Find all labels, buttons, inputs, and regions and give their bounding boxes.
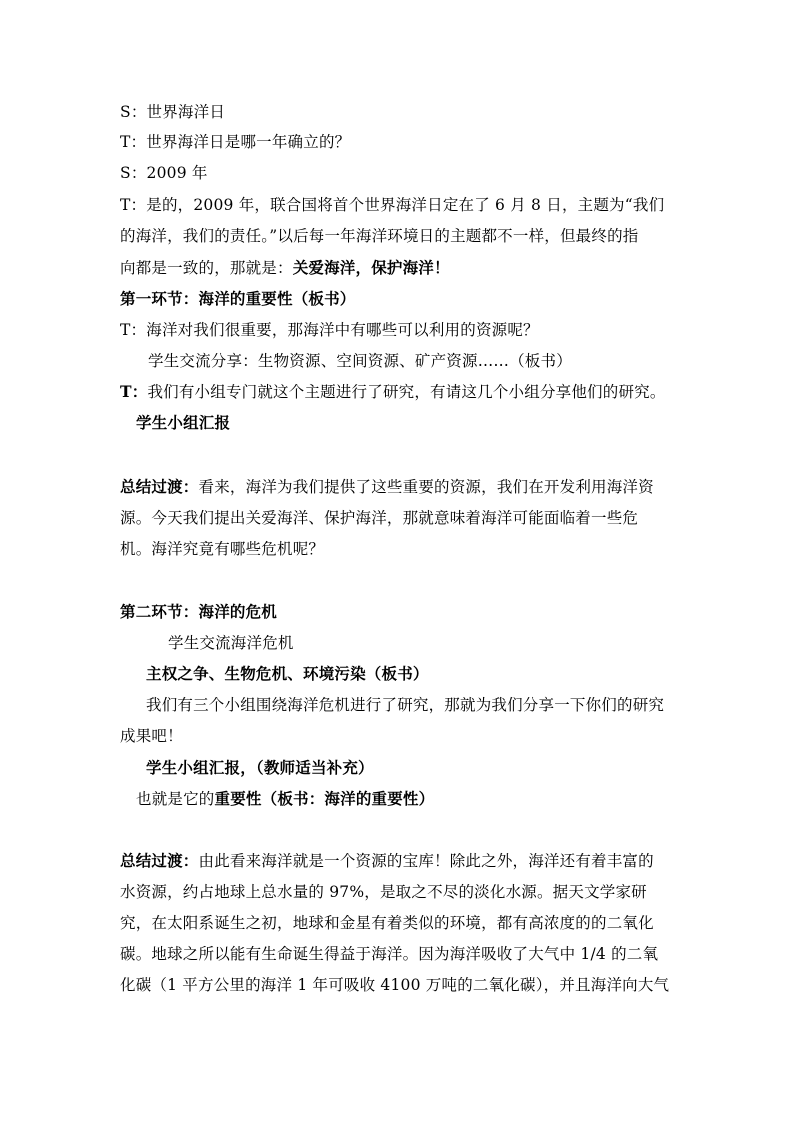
summary-line: 化碳（1 平方公里的海洋 1 年可吸收 4100 万吨的二氧化碳），并且海洋向大气	[120, 976, 670, 994]
summary-line: 机。海洋究竟有哪些危机呢？	[120, 540, 325, 558]
teacher-prefix: T：	[120, 382, 148, 401]
students-share: 学生交流海洋危机	[168, 634, 294, 652]
dialogue-emphasis: 关爱海洋，保护海洋！	[292, 258, 450, 277]
section-heading: 第二环节：海洋的危机	[120, 602, 278, 621]
dialogue-line: S：2009 年	[120, 164, 208, 182]
students-share: 学生交流分享：生物资源、空间资源、矿产资源……（板书）	[148, 352, 572, 370]
summary-text: 看来，海洋为我们提供了这些重要的资源，我们在开发利用海洋资	[198, 478, 654, 496]
summary-line: 水资源，约占地球上总水量的 97%，是取之不尽的淡化水源。据天文学家研	[120, 883, 647, 901]
dialogue-line	[120, 258, 450, 278]
summary-line: 碳。地球之所以能有生命诞生得益于海洋。因为海洋吸收了大气中 1/4 的二氧	[120, 945, 659, 963]
teacher-line	[120, 382, 666, 402]
paragraph-line: 我们有三个小组围绕海洋危机进行了研究，那就为我们分享一下你们的研究	[146, 696, 665, 714]
summary-label: 总结过渡：	[120, 851, 199, 870]
summary-text: 由此看来海洋就是一个资源的宝库！除此之外，海洋还有着丰富的	[198, 852, 654, 870]
summary-label: 总结过渡：	[120, 477, 199, 496]
teacher-text: 我们有小组专门就这个主题进行了研究，有请这几个小组分享他们的研究。	[147, 383, 666, 401]
group-report: 学生小组汇报	[136, 413, 231, 432]
importance-emphasis: 重要性（板书：海洋的重要性）	[214, 789, 435, 808]
summary-line: 究，在太阳系诞生之初，地球和金星有着类似的环境，都有高浓度的的二氧化	[120, 914, 654, 932]
board-notes: 主权之争、生物危机、环境污染（板书）	[146, 664, 429, 683]
teacher-question: T：海洋对我们很重要，那海洋中有哪些可以利用的资源呢？	[120, 321, 539, 339]
summary-line: 源。今天我们提出关爱海洋、保护海洋，那就意味着海洋可能面临着一些危	[120, 509, 639, 527]
summary-line	[120, 851, 654, 871]
dialogue-line: T：世界海洋日是哪一年确立的？	[120, 133, 351, 151]
importance-text: 也就是它的	[136, 790, 215, 808]
section-heading: 第一环节：海洋的重要性（板书）	[120, 289, 356, 308]
dialogue-line: T：是的，2009 年，联合国将首个世界海洋日定在了 6 月 8 日，主题为“我们	[120, 196, 665, 214]
dialogue-line: 的海洋，我们的责任。”以后每一年海洋环境日的主题都不一样，但最终的指	[120, 227, 639, 245]
paragraph-line: 成果吧！	[120, 727, 183, 745]
group-report: 学生小组汇报，（教师适当补充）	[146, 758, 374, 777]
dialogue-text: 向都是一致的，那就是：	[120, 259, 293, 277]
importance-line	[136, 789, 434, 809]
summary-line	[120, 477, 654, 497]
dialogue-line: S：世界海洋日	[120, 103, 226, 121]
